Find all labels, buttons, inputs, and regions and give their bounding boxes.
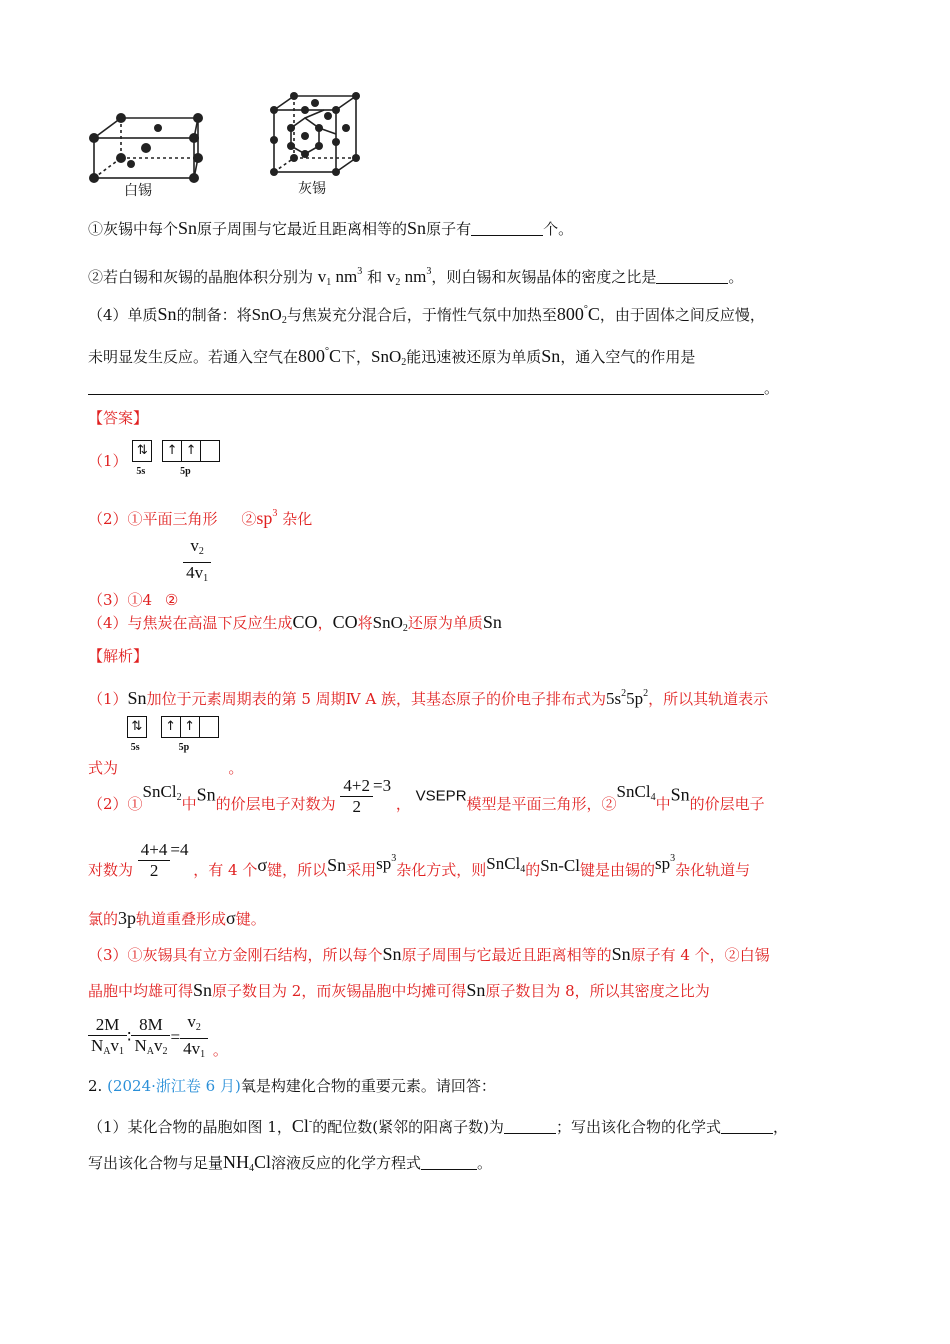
answer-blank[interactable]: [88, 380, 764, 395]
orbital-box-up: ↑: [180, 716, 200, 738]
orbital-box-empty: [199, 716, 219, 738]
answer-blank[interactable]: [421, 1155, 477, 1170]
q4-line2: 未明显发生反应。若通入空气在800°C下，SnO$_2$能迅速被还原为单质Sn，通入空气的作用是: [88, 346, 696, 368]
gray-tin-cell-diagram: [266, 88, 366, 180]
density-ratio-answer: $\frac{v_2}{4v_1}$: [183, 536, 211, 589]
density-ratio-result: $\frac{v_2}{4v_1}$: [180, 1012, 208, 1065]
electron-pair-fraction: $\frac{4+2}{2}$: [340, 776, 373, 817]
q2-line1: （1）某化合物的晶胞如图 1，Cl-的配位数(紧邻的阳离子数)为 ；写出该化合物的化学式 ，: [88, 1116, 788, 1136]
analysis-2-line1: （2）①SnCl$_2$中Sn的价层电子对数为 $\frac{4+2}{2}$ =3 ， VSEPR模型是平面三角形，②SnCl$_4$中Sn的价层电子: [88, 775, 765, 816]
answer-3: （3）①4 ② $\frac{v_2}{4v_1}$: [88, 536, 211, 584]
q2-line2: 写出该化合物与足量$NH_4Cl$溶液反应的化学方程式 。: [88, 1152, 493, 1174]
answer-blank[interactable]: [721, 1119, 773, 1134]
analysis-1-cont: 式为 ⇅ 5s ↑ ↑ 5p 。: [88, 716, 243, 766]
answer-2: （2）①平面三角形 $②sp^3$ 杂化: [88, 508, 313, 528]
orbital-box-paired: ⇅: [132, 440, 152, 462]
source-tag: (2024·浙江卷 6 月): [107, 1077, 241, 1095]
answer-blank[interactable]: [471, 221, 543, 236]
q3-part2: ②若白锡和灰锡的晶胞体积分别为 $v_1$ $nm^3$ 和 $v_2$ $nm^3$，则白锡和灰锡晶体的密度之比是 。: [88, 266, 744, 288]
answer-blank[interactable]: [504, 1119, 556, 1134]
orbital-box-empty: [200, 440, 220, 462]
density-fraction-white: $\frac{2M}{N_Av_1}$: [88, 1015, 127, 1062]
white-tin-label: 白锡: [124, 183, 152, 199]
analysis-header: 【解析】: [88, 647, 149, 665]
orbital-5s: ⇅ 5s: [127, 716, 146, 758]
analysis-3-line1: （3）①灰锡具有立方金刚石结构，所以每个Sn原子周围与它最近且距离相等的Sn原子有 4 个，②白锡: [88, 944, 770, 964]
q4-line3: 。: [88, 378, 779, 398]
gray-tin-label: 灰锡: [298, 181, 326, 197]
answer-1: （1） ⇅ 5s ↑ ↑ 5p: [88, 440, 219, 482]
orbital-box-up: ↑: [161, 716, 181, 738]
answer-header: 【答案】: [88, 409, 149, 427]
electron-pair-fraction: $\frac{4+4}{2}$: [138, 840, 171, 881]
analysis-1: （1）Sn加位于元素周期表的第 5 周期Ⅳ A 族，其基态原子的价电子排布式为$5s^25p^2$，所以其轨道表示: [88, 688, 769, 708]
orbital-5s: ⇅ 5s: [132, 440, 151, 482]
analysis-3-formula: $\frac{2M}{N_Av_1}$ ∶ $\frac{8M}{N_Av_2}$ = $\frac{v_2}{4v_1}$ 。: [88, 1012, 228, 1060]
q4-line1: （4）单质Sn的制备：将SnO$_2$与焦炭充分混合后，于惰性气氛中加热至800°C，由于固体之间反应慢，: [88, 304, 765, 326]
orbital-5p: ↑ ↑ 5p: [162, 440, 219, 482]
orbital-5p: ↑ ↑ 5p: [161, 716, 218, 758]
orbital-box-up: ↑: [181, 440, 201, 462]
answer-4: （4）与焦炭在高温下反应生成CO，CO将SnO$_2$还原为单质Sn: [88, 612, 502, 634]
q2-title: 2. (2024·浙江卷 6 月)氧是构建化合物的重要元素。请回答：: [88, 1077, 496, 1095]
density-fraction-gray: $\frac{8M}{N_Av_2}$: [131, 1015, 170, 1062]
analysis-2-line2: 对数为 $\frac{4+4}{2}$ =4 ，有 4 个σ键，所以Sn采用$sp^3$杂化方式，则SnCl$_4$的Sn-Cl键是由锡的$sp^3$杂化轨道与: [88, 839, 751, 880]
analysis-2-line3: 氯的3p轨道重叠形成σ键。: [88, 908, 266, 928]
orbital-box-up: ↑: [162, 440, 182, 462]
answer-blank[interactable]: [656, 269, 728, 284]
orbital-box-paired: ⇅: [127, 716, 147, 738]
crystal-figure: [86, 88, 366, 200]
analysis-3-line2: 晶胞中均雄可得Sn原子数目为 2，而灰锡晶胞中均摊可得Sn原子数目为 8，所以其密度之比为: [88, 980, 710, 1000]
q3-part1: ①灰锡中每个Sn原子周围与它最近且距离相等的Sn原子有 个。: [88, 218, 574, 238]
